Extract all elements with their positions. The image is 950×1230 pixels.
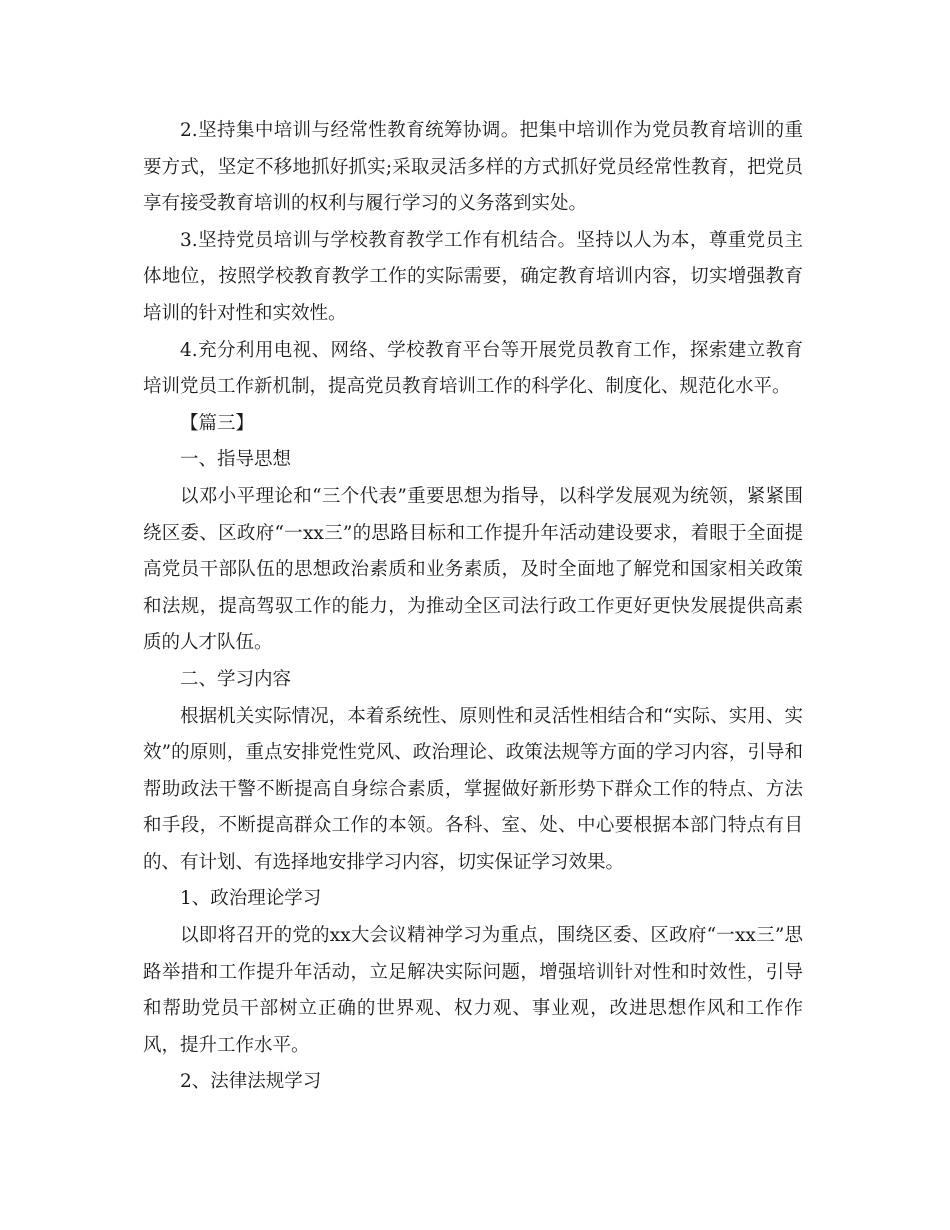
paragraph-political-theory: 以即将召开的党的xx大会议精神学习为重点，围绕区委、区政府“一xx三”思路举措和工作提升年活动，立足解决实际问题，增强培训针对性和时效性，引导和帮助党员干部树立正确的世界观、权力观、事业观，改进思想作风和工作作风，提升工作水平。: [143, 925, 803, 1056]
paragraph-principle-3: 3.坚持党员培训与学校教育教学工作有机结合。坚持以人为本，尊重党员主体地位，按照学校教育教学工作的实际需要，确定教育培训内容，切实增强教育培训的针对性和实效性。: [143, 229, 803, 324]
document-page: [143, 113, 803, 1101]
paragraph-principle-4: 4.充分利用电视、网络、学校教育平台等开展党员教育工作，探索建立教育培训党员工作新机制，提高党员教育培训工作的科学化、制度化、规范化水平。: [143, 339, 803, 398]
heading-guiding-ideology: 一、指导思想: [180, 449, 292, 471]
heading-study-content: 二、学习内容: [180, 668, 292, 690]
paragraph-principle-2: 2.坚持集中培训与经常性教育统筹协调。把集中培训作为党员教育培训的重要方式，坚定不移地抓好抓实;采取灵活多样的方式抓好党员经常性教育，把党员享有接受教育培训的权利与履行学习的义务落到实处。: [143, 120, 803, 215]
paragraph-study-content: 根据机关实际情况，本着系统性、原则性和灵活性相结合和“实际、实用、实效”的原则，重点安排党性党风、政治理论、政策法规等方面的学习内容，引导和帮助政法干警不断提高自身综合素质，掌握做好新形势下群众工作的特点、方法和手段，不断提高群众工作的本领。各科、室、处、中心要根据本部门特点有目的、有计划、有选择地安排学习内容，切实保证学习效果。: [143, 705, 803, 873]
heading-political-theory: 1、政治理论学习: [180, 888, 322, 910]
heading-laws-regulations: 2、法律法规学习: [180, 1071, 322, 1093]
paragraph-guiding-ideology: 以邓小平理论和“三个代表”重要思想为指导，以科学发展观为统领，紧紧围绕区委、区政府“一xx三”的思路目标和工作提升年活动建设要求，着眼于全面提高党员干部队伍的思想政治素质和业务素质，及时全面地了解党和国家相关政策和法规，提高驾驭工作的能力，为推动全区司法行政工作更好更快发展提供高素质的人才队伍。: [143, 485, 803, 654]
section-title-part-three: 【篇三】: [180, 412, 255, 434]
